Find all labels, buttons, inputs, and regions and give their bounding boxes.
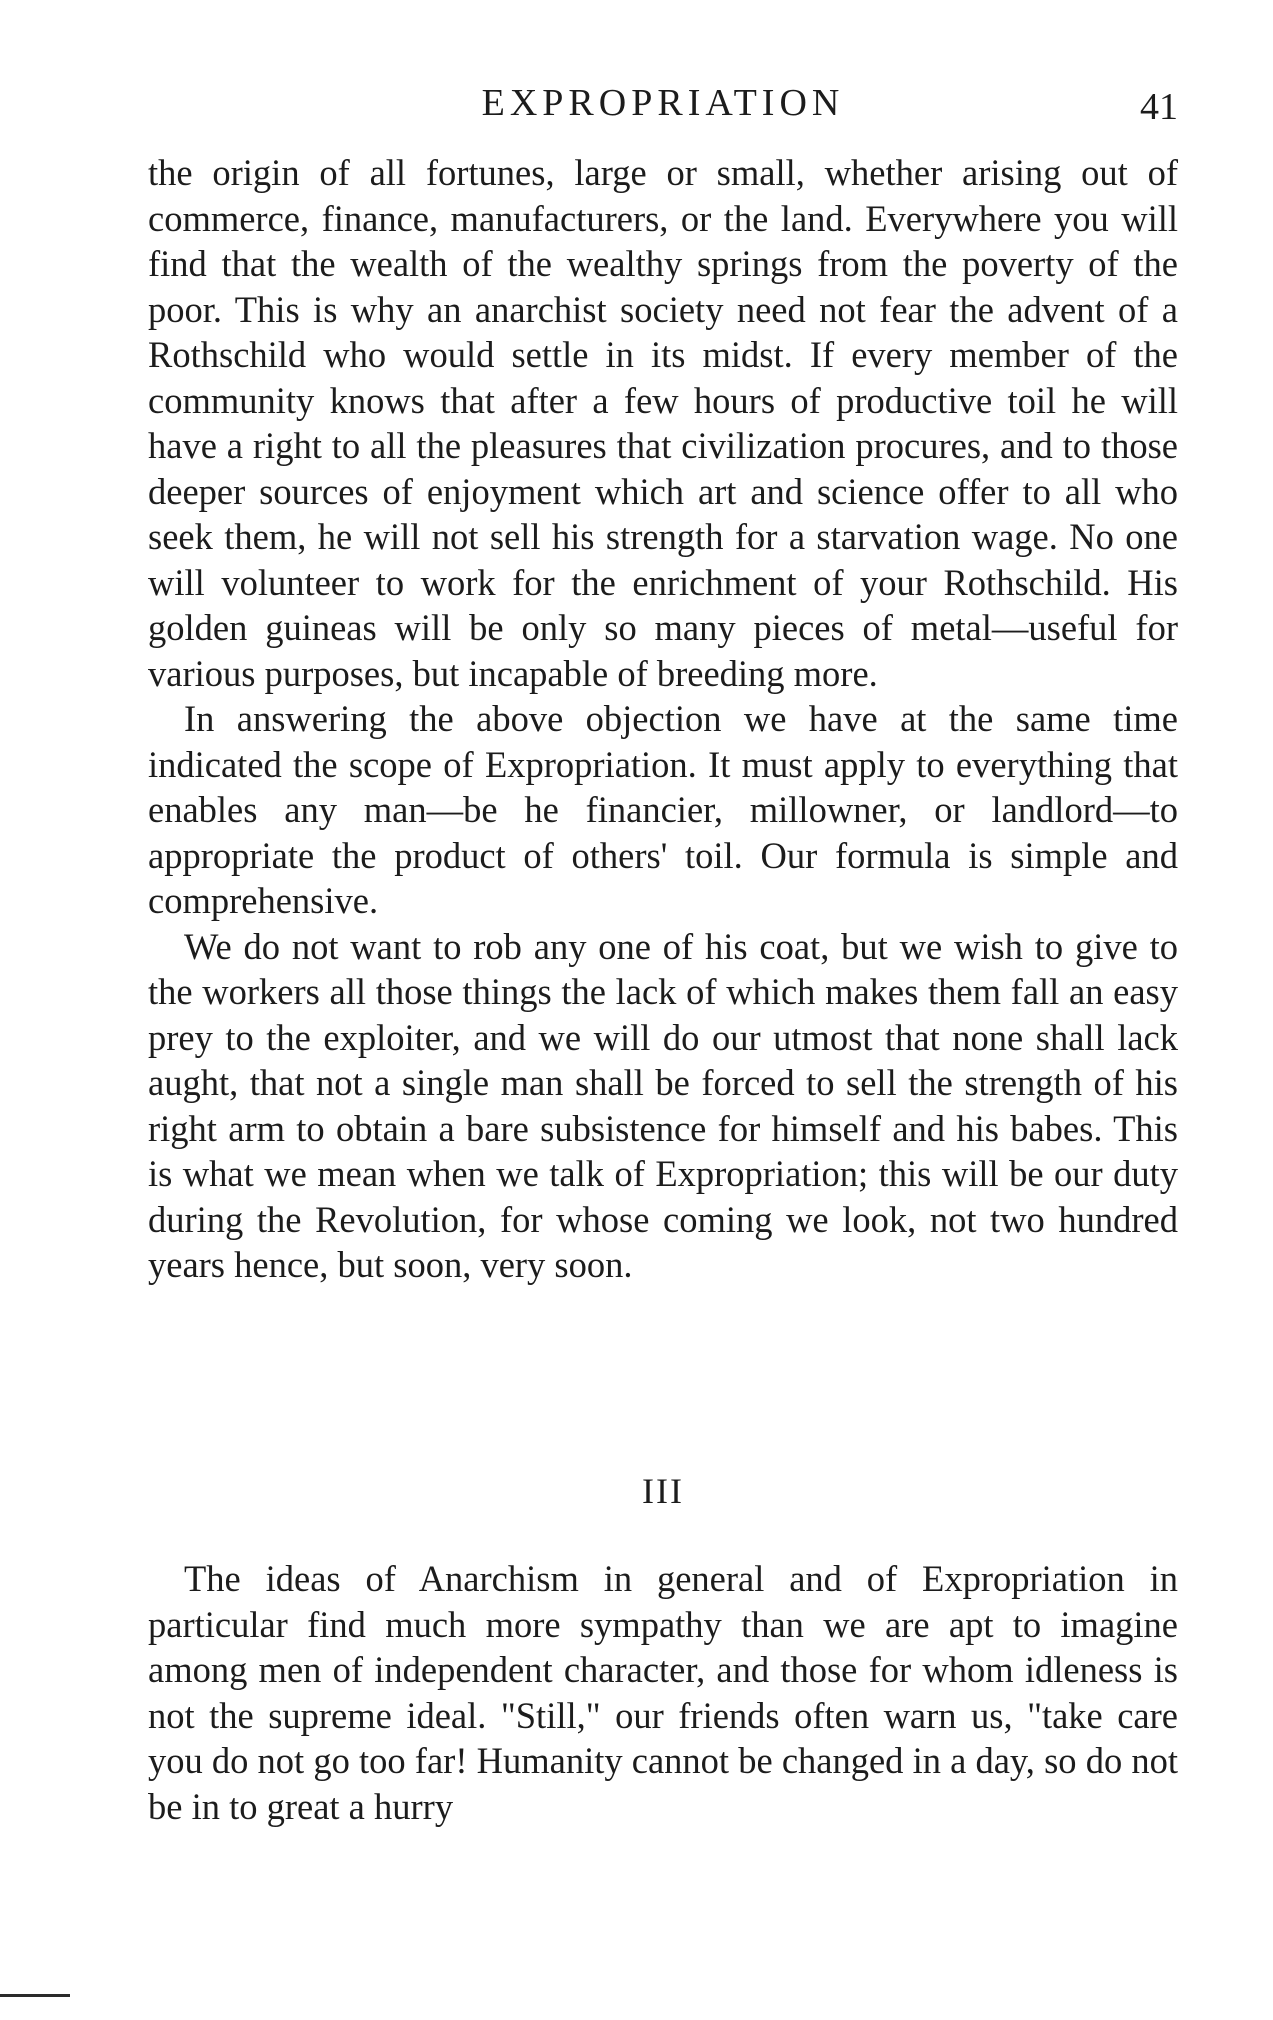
page-number: 41 <box>1140 86 1178 128</box>
paragraph-scope-of-expropriation: In answering the above objection we have at the same time indicated the scope of Expropriation. It must apply to everything that enables any man—be he financier, millowner, or landlord—to appropriate the product of others' toil. Our formula is simple and comprehensive. <box>148 698 1178 921</box>
scan-mark <box>0 1994 70 1997</box>
running-title: EXPROPRIATION <box>481 82 845 124</box>
running-head <box>148 78 1178 128</box>
paragraph-duty-of-revolution: We do not want to rob any one of his coat, but we wish to give to the workers all those things the lack of which makes them fall an easy prey to the exploiter, and we will do our utmost that none shall lack aught, that not a single man shall be forced to sell the strength of his right arm to obtain a bare subsistence for himself and his babes. This is what we mean when we talk of Expropriation; this will be our duty during the Revolution, for whose coming we look, not two hundred years hence, but soon, very soon. <box>148 925 1178 1285</box>
body-text <box>148 150 1178 1288</box>
section-text <box>148 1556 1178 1829</box>
paragraph-anarchism-sympathy: The ideas of Anarchism in general and of Expropriation in particular find much more sympathy than we are apt to imagine among men of independent character, and those for whom idleness is not the supreme ideal. "Still," our friends often warn us, "take care you do not go too far! Humanity cannot be changed in a day, so do not be in to great a hurry <box>148 1558 1178 1827</box>
paragraph-continuation: the origin of all fortunes, large or small, whether arising out of commerce, finance, manufacturers, or the land. Everywhere you will find that the wealth of the wealthy springs from the poverty of the poor. This is why an anarchist society need not fear the advent of a Rothschild who would settle in its midst. If every member of the community knows that after a few hours of productive toil he will have a right to all the pleasures that civilization procures, and to those deeper sources of enjoyment which art and science offer to all who seek them, he will not sell his strength for a starvation wage. No one will volunteer to work for the enrichment of your Rothschild. His golden guineas will be only so many pieces of metal—useful for various purposes, but incapable of breeding more. <box>148 152 1178 694</box>
section-heading: III <box>642 1471 684 1511</box>
